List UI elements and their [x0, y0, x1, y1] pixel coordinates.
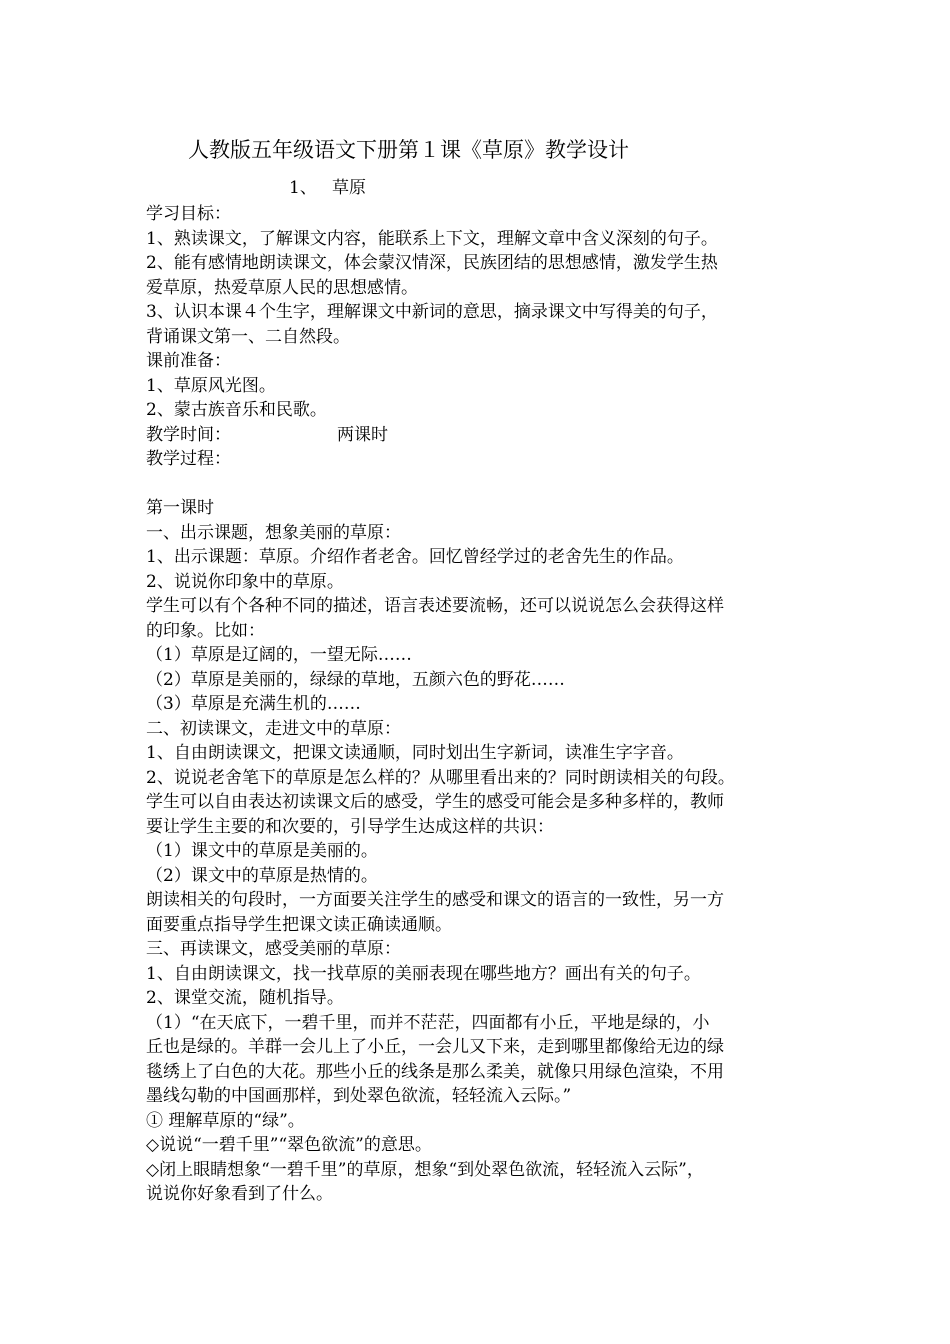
text-line: 学生可以有个各种不同的描述，语言表述要流畅，还可以说说怎么会获得这样 — [146, 596, 724, 616]
text-line: 2、说说老舍笔下的草原是怎么样的？从哪里看出来的？同时朗读相关的句段。 — [146, 767, 735, 788]
prep-heading: 课前准备： — [146, 351, 231, 371]
text-line: 1、自由朗读课文，找一找草原的美丽表现在哪些地方？画出有关的句子。 — [146, 963, 701, 984]
text-line: 面要重点指导学生把课文读正确读通顺。 — [146, 914, 452, 935]
lesson-number: 1、 — [289, 178, 317, 198]
goal-line: 1、熟读课文，了解课文内容，能联系上下文，理解文章中含义深刻的句子。 — [146, 228, 718, 249]
text-line: （1）草原是辽阔的，一望无际…… — [146, 645, 412, 665]
section-heading: 第一课时 — [146, 498, 214, 518]
text-line: 2、说说你印象中的草原。 — [146, 571, 344, 592]
text-line: 墨线勾勒的中国画那样，到处翠色欲流，轻轻流入云际。” — [146, 1086, 572, 1106]
text-line: 2、课堂交流，随机指导。 — [146, 988, 344, 1008]
prep-line: 2、蒙古族音乐和民歌。 — [146, 400, 327, 420]
text-line: 丘也是绿的。羊群一会儿上了小丘，一会儿又下来，走到哪里都像给无边的绿 — [146, 1037, 724, 1057]
document-title: 人教版五年级语文下册第１课《草原》教学设计 — [188, 138, 629, 162]
prep-line: 1、草原风光图。 — [146, 375, 276, 396]
teaching-time-label: 教学时间： — [146, 424, 231, 445]
goal-line: 3、认识本课４个生字，理解课文中新词的意思，摘录课文中写得美的句子， — [146, 302, 718, 322]
goals-heading: 学习目标： — [146, 204, 231, 224]
text-line: （1）课文中的草原是美丽的。 — [146, 841, 378, 861]
blank-line — [146, 472, 826, 497]
text-line: 朗读相关的句段时，一方面要关注学生的感受和课文的语言的一致性，另一方 — [146, 890, 724, 910]
text-line: 说说你好象看到了什么。 — [146, 1184, 333, 1204]
text-line: （1）“在天底下，一碧千里，而并不茫茫，四面都有小丘，平地是绿的，小 — [146, 1012, 710, 1033]
teaching-time — [146, 423, 826, 448]
text-line: 的印象。比如： — [146, 620, 265, 641]
text-line: 一、出示课题，想象美丽的草原： — [146, 522, 401, 543]
text-line: 1、自由朗读课文，把课文读通顺，同时划出生字新词，读准生字字音。 — [146, 743, 684, 763]
text-line: ◇闭上眼睛想象“一碧千里”的草原，想象“到处翠色欲流，轻轻流入云际”， — [146, 1159, 704, 1180]
teaching-time-value: 两课时 — [337, 424, 388, 445]
text-line: 1、出示课题：草原。介绍作者老舍。回忆曾经学过的老舍先生的作品。 — [146, 547, 684, 567]
document-body — [146, 202, 826, 1207]
text-line: ◇说说“一碧千里”“翠色欲流”的意思。 — [146, 1135, 432, 1155]
text-line: 三、再读课文，感受美丽的草原： — [146, 939, 401, 959]
goal-line: 2、能有感情地朗读课文，体会蒙汉情深，民族团结的思想感情，激发学生热 — [146, 253, 718, 273]
lesson-heading — [289, 176, 366, 200]
text-line: （2）课文中的草原是热情的。 — [146, 865, 378, 886]
text-line: ① 理解草原的“绿”。 — [146, 1110, 305, 1131]
goal-line: 爱草原，热爱草原人民的思想感情。 — [146, 277, 418, 298]
text-line: 毯绣上了白色的大花。那些小丘的线条是那么柔美，就像只用绿色渲染，不用 — [146, 1061, 724, 1082]
text-line: （2）草原是美丽的，绿绿的草地，五颜六色的野花…… — [146, 669, 565, 690]
text-line: 学生可以自由表达初读课文后的感受，学生的感受可能会是多种多样的，教师 — [146, 792, 724, 812]
text-line: （3）草原是充满生机的…… — [146, 694, 361, 714]
text-line: 要让学生主要的和次要的，引导学生达成这样的共识： — [146, 816, 554, 837]
lesson-name: 草原 — [332, 178, 366, 198]
text-line: 二、初读课文，走进文中的草原： — [146, 718, 401, 739]
goal-line: 背诵课文第一、二自然段。 — [146, 326, 350, 347]
process-heading: 教学过程： — [146, 449, 231, 469]
